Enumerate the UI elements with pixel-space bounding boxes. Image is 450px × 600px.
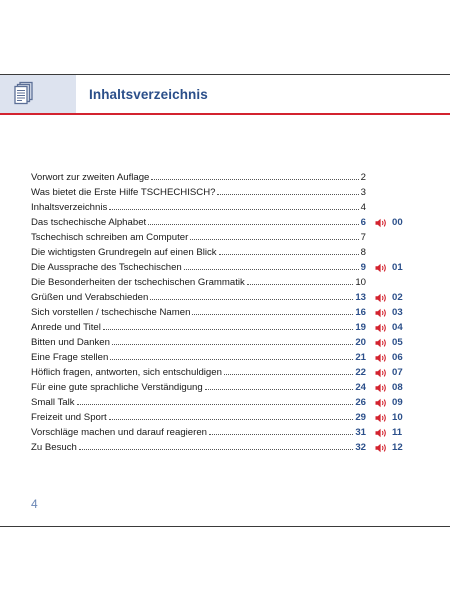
audio-track-number: 11 bbox=[392, 427, 403, 438]
dot-leader bbox=[209, 433, 353, 435]
toc-entry[interactable] bbox=[31, 200, 411, 215]
toc-entry-title: Bitten und Danken bbox=[31, 337, 110, 348]
toc-entry-title: Anrede und Titel bbox=[31, 322, 101, 333]
toc-entry-line bbox=[31, 380, 366, 395]
dot-leader bbox=[109, 418, 354, 420]
toc-entry-line bbox=[31, 245, 366, 260]
dot-leader bbox=[184, 268, 359, 270]
toc-entry[interactable] bbox=[31, 245, 411, 260]
dot-leader bbox=[247, 283, 353, 285]
audio-track[interactable] bbox=[375, 290, 403, 305]
speaker-icon bbox=[375, 308, 388, 318]
toc-entry[interactable] bbox=[31, 275, 411, 290]
toc-entry-title: Die Aussprache des Tschechischen bbox=[31, 262, 182, 273]
toc-entry-line bbox=[31, 365, 366, 380]
dot-leader bbox=[77, 403, 354, 405]
toc-entry-page: 4 bbox=[360, 202, 366, 213]
audio-track-number: 00 bbox=[392, 217, 403, 228]
dot-leader bbox=[109, 208, 358, 210]
dot-leader bbox=[217, 193, 358, 195]
toc-entry[interactable] bbox=[31, 170, 411, 185]
toc-entry-page: 21 bbox=[355, 352, 366, 363]
toc-entry-page: 10 bbox=[355, 277, 366, 288]
toc-entry[interactable] bbox=[31, 425, 411, 440]
toc-entry-title: Sich vorstellen / tschechische Namen bbox=[31, 307, 191, 318]
toc-entry[interactable] bbox=[31, 350, 411, 365]
toc-entry-title: Vorwort zur zweiten Auflage bbox=[31, 172, 150, 183]
audio-track-number: 02 bbox=[392, 292, 403, 303]
toc-entry-page: 9 bbox=[360, 262, 366, 273]
toc-entry-title: Was bietet die Erste Hilfe TSCHECHISCH? bbox=[31, 187, 216, 198]
speaker-icon bbox=[375, 413, 388, 423]
audio-track-number: 07 bbox=[392, 367, 403, 378]
speaker-icon bbox=[375, 443, 388, 453]
toc-entry[interactable] bbox=[31, 440, 411, 455]
toc-entry-title: Vorschläge machen und darauf reagieren bbox=[31, 427, 208, 438]
audio-track-number: 12 bbox=[392, 442, 403, 453]
toc-entry-line bbox=[31, 320, 366, 335]
audio-track[interactable] bbox=[375, 215, 403, 230]
toc-entry-page: 7 bbox=[360, 232, 366, 243]
dot-leader bbox=[112, 343, 353, 345]
toc-entry-line bbox=[31, 395, 366, 410]
red-divider bbox=[0, 113, 450, 115]
toc-entry[interactable] bbox=[31, 395, 411, 410]
audio-track-number: 10 bbox=[392, 412, 403, 423]
toc-entry-title: Inhaltsverzeichnis bbox=[31, 202, 108, 213]
audio-track[interactable] bbox=[375, 335, 403, 350]
toc-entry-page: 26 bbox=[355, 397, 366, 408]
speaker-icon bbox=[375, 428, 388, 438]
dot-leader bbox=[224, 373, 353, 375]
toc-entry-title: Small Talk bbox=[31, 397, 75, 408]
speaker-icon bbox=[375, 353, 388, 363]
table-of-contents bbox=[31, 170, 411, 455]
toc-entry-line bbox=[31, 305, 366, 320]
speaker-icon bbox=[375, 383, 388, 393]
audio-track[interactable] bbox=[375, 440, 403, 455]
speaker-icon bbox=[375, 323, 388, 333]
speaker-icon bbox=[375, 398, 388, 408]
toc-entry-line bbox=[31, 410, 366, 425]
toc-entry[interactable] bbox=[31, 365, 411, 380]
speaker-icon bbox=[375, 218, 388, 228]
toc-entry-title: Die Besonderheiten der tschechischen Grammatik bbox=[31, 277, 245, 288]
dot-leader bbox=[151, 178, 358, 180]
toc-entry-line bbox=[31, 215, 366, 230]
dot-leader bbox=[150, 298, 353, 300]
speaker-icon bbox=[375, 368, 388, 378]
toc-entry[interactable] bbox=[31, 185, 411, 200]
document-stack-icon bbox=[14, 81, 34, 105]
audio-track-number: 01 bbox=[392, 262, 403, 273]
toc-entry-line bbox=[31, 440, 366, 455]
toc-entry[interactable] bbox=[31, 335, 411, 350]
toc-entry-page: 24 bbox=[355, 382, 366, 393]
speaker-icon bbox=[375, 338, 388, 348]
dot-leader bbox=[110, 358, 353, 360]
toc-entry-page: 32 bbox=[355, 442, 366, 453]
audio-track[interactable] bbox=[375, 350, 403, 365]
toc-entry-line bbox=[31, 425, 366, 440]
dot-leader bbox=[79, 448, 353, 450]
toc-entry-line bbox=[31, 260, 366, 275]
audio-track[interactable] bbox=[375, 260, 403, 275]
audio-track-number: 04 bbox=[392, 322, 403, 333]
header-icon-box bbox=[0, 75, 76, 113]
audio-track-number: 08 bbox=[392, 382, 403, 393]
toc-entry[interactable] bbox=[31, 230, 411, 245]
audio-track[interactable] bbox=[375, 380, 403, 395]
page-title: Inhaltsverzeichnis bbox=[89, 87, 208, 102]
toc-entry-page: 22 bbox=[355, 367, 366, 378]
toc-entry-page: 31 bbox=[355, 427, 366, 438]
audio-track[interactable] bbox=[375, 320, 403, 335]
bottom-divider bbox=[0, 526, 450, 527]
toc-entry-page: 6 bbox=[360, 217, 366, 228]
audio-track[interactable] bbox=[375, 365, 403, 380]
toc-entry[interactable] bbox=[31, 260, 411, 275]
audio-track-number: 06 bbox=[392, 352, 403, 363]
audio-track[interactable] bbox=[375, 410, 403, 425]
toc-entry-page: 13 bbox=[355, 292, 366, 303]
toc-entry[interactable] bbox=[31, 215, 411, 230]
toc-entry-page: 2 bbox=[360, 172, 366, 183]
toc-entry-line bbox=[31, 335, 366, 350]
toc-entry-line bbox=[31, 290, 366, 305]
toc-entry-line bbox=[31, 185, 366, 200]
toc-entry-line bbox=[31, 200, 366, 215]
toc-entry-page: 29 bbox=[355, 412, 366, 423]
toc-entry-line bbox=[31, 350, 366, 365]
toc-entry-page: 16 bbox=[355, 307, 366, 318]
toc-entry[interactable] bbox=[31, 380, 411, 395]
dot-leader bbox=[103, 328, 353, 330]
toc-entry-page: 8 bbox=[360, 247, 366, 258]
toc-entry-title: Grüßen und Verabschieden bbox=[31, 292, 149, 303]
toc-entry[interactable] bbox=[31, 290, 411, 305]
audio-track[interactable] bbox=[375, 305, 403, 320]
audio-track-number: 03 bbox=[392, 307, 403, 318]
audio-track[interactable] bbox=[375, 395, 403, 410]
speaker-icon bbox=[375, 263, 388, 273]
section-header bbox=[0, 75, 450, 113]
audio-track[interactable] bbox=[375, 425, 402, 440]
audio-track-number: 09 bbox=[392, 397, 403, 408]
toc-entry-line bbox=[31, 275, 366, 290]
toc-entry-title: Die wichtigsten Grundregeln auf einen Blick bbox=[31, 247, 217, 258]
toc-entry-line bbox=[31, 230, 366, 245]
toc-entry-title: Freizeit und Sport bbox=[31, 412, 107, 423]
toc-entry-page: 20 bbox=[355, 337, 366, 348]
toc-entry[interactable] bbox=[31, 410, 411, 425]
toc-entry-title: Das tschechische Alphabet bbox=[31, 217, 147, 228]
toc-entry-title: Eine Frage stellen bbox=[31, 352, 109, 363]
toc-entry-title: Zu Besuch bbox=[31, 442, 77, 453]
toc-entry-title: Höflich fragen, antworten, sich entschuldigen bbox=[31, 367, 222, 378]
toc-entry-title: Für eine gute sprachliche Verständigung bbox=[31, 382, 203, 393]
toc-entry-page: 19 bbox=[355, 322, 366, 333]
toc-entry-page: 3 bbox=[360, 187, 366, 198]
dot-leader bbox=[192, 313, 353, 315]
toc-entry[interactable] bbox=[31, 320, 411, 335]
toc-entry-line bbox=[31, 170, 366, 185]
dot-leader bbox=[205, 388, 354, 390]
toc-entry-title: Tschechisch schreiben am Computer bbox=[31, 232, 189, 243]
speaker-icon bbox=[375, 293, 388, 303]
toc-entry[interactable] bbox=[31, 305, 411, 320]
page-number: 4 bbox=[31, 497, 38, 511]
dot-leader bbox=[219, 253, 359, 255]
dot-leader bbox=[190, 238, 358, 240]
dot-leader bbox=[148, 223, 358, 225]
audio-track-number: 05 bbox=[392, 337, 403, 348]
